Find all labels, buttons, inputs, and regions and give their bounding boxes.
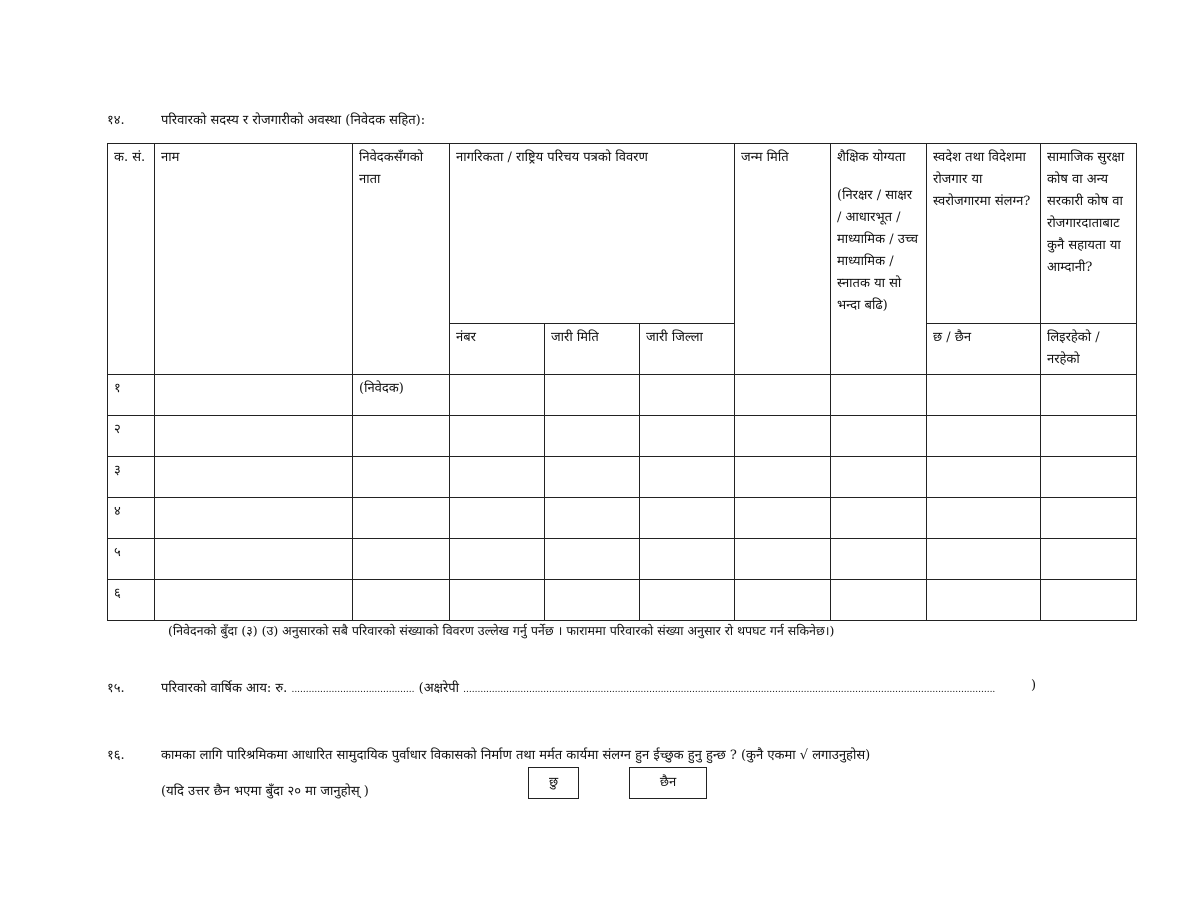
cell-cit-issue-district[interactable]: [640, 457, 735, 498]
header-name: नाम: [155, 144, 353, 375]
table-row: [108, 375, 1137, 416]
cell-employment[interactable]: [927, 498, 1041, 539]
option-yes-box[interactable]: [528, 767, 579, 799]
header-employment-options: छ / छैन: [927, 324, 1041, 375]
cell-employment[interactable]: [927, 375, 1041, 416]
cell-social-security[interactable]: [1041, 457, 1137, 498]
cell-name[interactable]: [155, 539, 353, 580]
q15-number: १५.: [107, 681, 125, 696]
cell-relation[interactable]: [353, 580, 450, 621]
option-no-box[interactable]: [629, 767, 707, 799]
cell-social-security[interactable]: [1041, 539, 1137, 580]
cell-employment[interactable]: [927, 539, 1041, 580]
cell-dob[interactable]: [735, 457, 831, 498]
cell-relation[interactable]: [353, 416, 450, 457]
cell-social-security[interactable]: [1041, 498, 1137, 539]
cell-cit-issue-date[interactable]: [545, 580, 640, 621]
income-words-field[interactable]: ..........................................................................................................................................................................................: [463, 685, 996, 695]
cell-relation[interactable]: [353, 457, 450, 498]
option-yes-label: छु: [548, 775, 559, 790]
cell-education[interactable]: [831, 498, 927, 539]
header-cit-number: नंबर: [450, 324, 545, 375]
option-no-label: छैन: [659, 775, 677, 790]
header-cit-issue-date: जारी मिति: [545, 324, 640, 375]
cell-cit-number[interactable]: [450, 539, 545, 580]
cell-cit-issue-district[interactable]: [640, 375, 735, 416]
table-row: [108, 539, 1137, 580]
cell-cit-issue-date[interactable]: [545, 375, 640, 416]
q14-title: परिवारको सदस्य र रोजगारीको अवस्था (निवेदक सहित):: [161, 113, 426, 128]
cell-dob[interactable]: [735, 498, 831, 539]
header-social-security: सामाजिक सुरक्षा कोष वा अन्य सरकारी कोष वा रोजगारदाताबाट कुनै सहायता या आम्दानी?: [1041, 144, 1137, 324]
cell-name[interactable]: [155, 416, 353, 457]
cell-social-security[interactable]: [1041, 375, 1137, 416]
cell-cit-number[interactable]: [450, 375, 545, 416]
cell-employment[interactable]: [927, 457, 1041, 498]
header-sn: क. सं.: [108, 144, 155, 375]
cell-cit-issue-date[interactable]: [545, 416, 640, 457]
cell-cit-issue-date[interactable]: [545, 498, 640, 539]
cell-cit-issue-date[interactable]: [545, 539, 640, 580]
cell-cit-issue-district[interactable]: [640, 580, 735, 621]
row-sn: २: [108, 416, 155, 457]
cell-employment[interactable]: [927, 416, 1041, 457]
row-sn: ६: [108, 580, 155, 621]
row-sn: ३: [108, 457, 155, 498]
q15-line: [161, 678, 1041, 696]
q15-label: परिवारको वार्षिक आय: रु.: [161, 681, 288, 696]
cell-cit-number[interactable]: [450, 416, 545, 457]
q16-hint: (यदि उत्तर छैन भएमा बुँदा २० मा जानुहोस् ): [161, 784, 369, 799]
table-row: [108, 580, 1137, 621]
cell-dob[interactable]: [735, 416, 831, 457]
cell-relation[interactable]: [353, 539, 450, 580]
table-row: [108, 498, 1137, 539]
cell-name[interactable]: [155, 375, 353, 416]
table-row: [108, 416, 1137, 457]
income-amount-field[interactable]: ...........................................: [291, 685, 415, 695]
cell-employment[interactable]: [927, 580, 1041, 621]
header-social-security-options: लिइरहेको / नरहेको: [1041, 324, 1137, 375]
header-education: शैक्षिक योग्यता (निरक्षर / साक्षर / आधारभूत / माध्यामिक / उच्च माध्यामिक / स्नातक या सो भन्दा बढि): [831, 144, 927, 375]
cell-education[interactable]: [831, 580, 927, 621]
cell-cit-number[interactable]: [450, 498, 545, 539]
row-sn: ५: [108, 539, 155, 580]
row-sn: ४: [108, 498, 155, 539]
cell-dob[interactable]: [735, 375, 831, 416]
cell-name[interactable]: [155, 457, 353, 498]
cell-name[interactable]: [155, 498, 353, 539]
cell-education[interactable]: [831, 457, 927, 498]
header-relation: निवेदकसँगको नाता: [353, 144, 450, 375]
cell-education[interactable]: [831, 375, 927, 416]
cell-social-security[interactable]: [1041, 580, 1137, 621]
q15-close: ): [1031, 678, 1037, 693]
table-row: [108, 457, 1137, 498]
cell-education[interactable]: [831, 539, 927, 580]
family-members-table: [107, 143, 1137, 621]
cell-name[interactable]: [155, 580, 353, 621]
table-note: (निवेदनको बुँदा (३) (उ) अनुसारको सबै परिवारको संख्याको विवरण उल्लेख गर्नु पर्नेछ । फाराममा परिवारको संख्या अनुसार रो थपघट गर्न सकिनेछ।): [168, 623, 835, 638]
cell-relation[interactable]: [353, 498, 450, 539]
cell-cit-number[interactable]: [450, 580, 545, 621]
cell-education[interactable]: [831, 416, 927, 457]
header-citizenship: नागरिकता / राष्ट्रिय परिचय पत्रको विवरण: [450, 144, 735, 324]
cell-relation[interactable]: (निवेदक): [353, 375, 450, 416]
row-sn: १: [108, 375, 155, 416]
cell-cit-issue-district[interactable]: [640, 498, 735, 539]
cell-cit-issue-date[interactable]: [545, 457, 640, 498]
q15-words-label: (अक्षरेपी: [418, 681, 460, 696]
q16-question: कामका लागि पारिश्रमिकमा आधारित सामुदायिक पुर्वाधार विकासको निर्माण तथा मर्मत कार्यमा संलग्न हुन ईच्छुक हुनु हुन्छ ? (कुनै एकमा √ लगाउनुहोस): [161, 748, 871, 763]
cell-cit-number[interactable]: [450, 457, 545, 498]
q16-number: १६.: [107, 748, 125, 763]
cell-dob[interactable]: [735, 539, 831, 580]
header-cit-issue-district: जारी जिल्ला: [640, 324, 735, 375]
header-dob: जन्म मिति: [735, 144, 831, 375]
header-employment: स्वदेश तथा विदेशमा रोजगार या स्वरोजगारमा संलग्न?: [927, 144, 1041, 324]
cell-cit-issue-district[interactable]: [640, 416, 735, 457]
q14-number: १४.: [107, 113, 125, 128]
cell-dob[interactable]: [735, 580, 831, 621]
cell-social-security[interactable]: [1041, 416, 1137, 457]
cell-cit-issue-district[interactable]: [640, 539, 735, 580]
